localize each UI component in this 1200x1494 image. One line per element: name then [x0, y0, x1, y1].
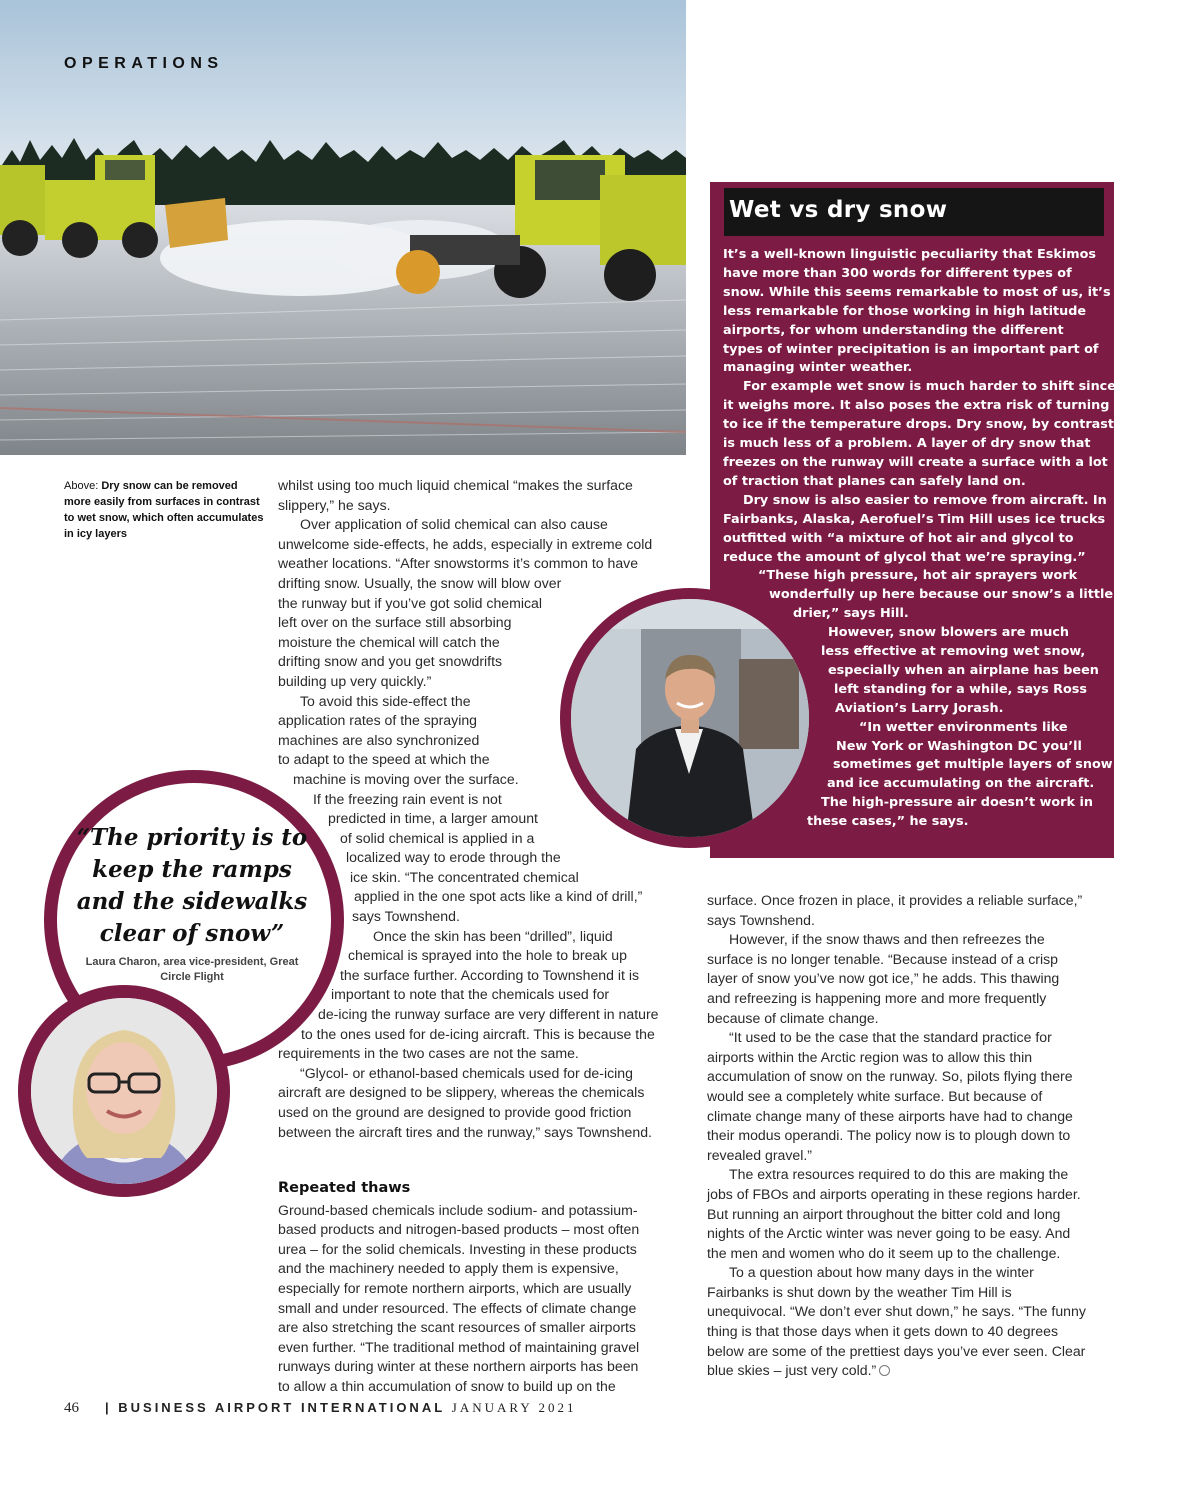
text-line: urea – for the solid chemicals. Investing in these products: [278, 1240, 637, 1257]
text-line: and refreezing is happening more and more frequently: [707, 989, 1047, 1006]
text-line: localized way to erode through the: [346, 849, 561, 866]
text-line: runways during winter at these northern airports has been: [278, 1358, 639, 1375]
text-line: outfitted with “a mixture of hot air and glycol to: [723, 530, 1074, 546]
text-line: the surface further. According to Townshend it is: [340, 966, 640, 983]
text-line: whilst using too much liquid chemical “makes the surface: [278, 477, 633, 493]
text-line: blue skies – just very cold.”: [707, 1361, 1127, 1381]
text-line: especially for remote northern airports, which are usually: [278, 1279, 632, 1296]
text-line: unwelcome side-effects, he adds, especially in extreme cold: [278, 535, 653, 552]
text-line: and ice accumulating on the aircraft.: [827, 776, 1095, 792]
text-line: says Townshend.: [707, 911, 815, 928]
column-middle: [278, 476, 698, 1142]
text-line: drifting snow. Usually, the snow will blow over: [278, 574, 562, 591]
text-line: “These high pressure, hot air sprayers work: [758, 568, 1078, 584]
text-line: have more than 300 words for different types of: [723, 265, 1072, 281]
text-line: building up very quickly.”: [278, 672, 432, 689]
text-line: But running an airport throughout the bitter cold and long: [707, 1205, 1061, 1222]
text-line: unequivocal. “We don’t ever shut down,” he says. “The funny: [707, 1303, 1086, 1320]
text-line: moisture the chemical will catch the: [278, 633, 500, 650]
text-line: revealed gravel.”: [707, 1146, 812, 1163]
text-line: It’s a well-known linguistic peculiarity that Eskimos: [723, 247, 1096, 262]
text-line: it weighs more. It also poses the extra risk of turning: [723, 398, 1110, 414]
pull-quote-text: “The priority is to keep the ramps and the sidewalks clear of snow”: [76, 824, 308, 947]
text-line: machines are also synchronized: [278, 731, 480, 748]
end-mark-icon: [879, 1365, 890, 1376]
text-line: jobs of FBOs and airports operating in these regions harder.: [707, 1185, 1081, 1202]
text-line: used on the ground are designed to provide good friction: [278, 1104, 632, 1120]
text-line: drier,” says Hill.: [793, 606, 909, 622]
subhead-repeated-thaws: Repeated thaws: [278, 1180, 411, 1196]
issue-date: JANUARY 2021: [451, 1400, 577, 1415]
publication-name: | BUSINESS AIRPORT INTERNATIONAL: [105, 1400, 446, 1415]
text-line: weather locations. “After snowstorms it’s common to have: [278, 555, 639, 572]
sidebar-title: Wet vs dry snow: [729, 197, 948, 223]
text-line: “It used to be the case that the standard practice for: [729, 1029, 1052, 1046]
text-line: snow. While this seems remarkable to most of us, it’s: [723, 284, 1111, 300]
text-line: even further. “The traditional method of maintaining gravel: [278, 1338, 640, 1355]
text-line: important to note that the chemicals used for: [331, 986, 610, 1003]
text-line: surface is no longer tenable. “Because instead of a crisp: [707, 950, 1058, 967]
text-line: based products and nitrogen-based products – most often: [278, 1221, 640, 1238]
text-line: chemical is sprayed into the hole to break up: [348, 947, 627, 964]
text-line: The high-pressure air doesn’t work in: [821, 795, 1093, 811]
text-line: left over on the surface still absorbing: [278, 614, 512, 631]
text-line: freezes on the runway will create a surface with a lot: [723, 454, 1108, 470]
text-line: these cases,” he says.: [807, 814, 969, 830]
text-line: Over application of solid chemical can also cause: [300, 516, 608, 533]
text-line: sometimes get multiple layers of snow: [833, 757, 1113, 773]
portrait-laura-charon: [18, 985, 230, 1197]
text-line: However, snow blowers are much: [828, 625, 1070, 641]
pull-quote-attribution: Laura Charon, area vice-president, Great Circle Flight: [85, 956, 299, 983]
text-line: left standing for a while, says Ross: [834, 681, 1088, 697]
text-line: To avoid this side-effect the: [300, 692, 471, 709]
text-line: types of winter precipitation is an important part of: [723, 341, 1099, 357]
lower-lines: [278, 1201, 698, 1397]
text-line: predicted in time, a larger amount: [328, 810, 538, 827]
text-line: drifting snow and you get snowdrifts: [278, 653, 503, 670]
text-line: airports within the Arctic region was to allow this thin: [707, 1048, 1033, 1065]
text-line: requirements in the two cases are not the same.: [278, 1045, 579, 1062]
text-line: their modus operandi. The policy now is to plough down to: [707, 1127, 1071, 1144]
text-line: Aviation’s Larry Jorash.: [835, 700, 1004, 716]
text-line: To a question about how many days in the winter: [729, 1264, 1034, 1281]
text-line: of traction that planes can safely land on.: [723, 473, 1026, 489]
text-line: especially when an airplane has been: [828, 662, 1099, 678]
text-line: If the freezing rain event is not: [313, 790, 502, 807]
text-line: Fairbanks, Alaska, Aerofuel’s Tim Hill uses ice trucks: [723, 511, 1106, 527]
text-line: accumulation of snow on the runway. So, pilots flying there: [707, 1068, 1073, 1085]
text-line: wonderfully up here because our snow’s a little: [769, 587, 1114, 603]
text-line: is much less of a problem. A layer of dry snow that: [723, 436, 1091, 452]
text-line: ice skin. “The concentrated chemical: [350, 868, 579, 885]
text-line: to adapt to the speed at which the: [278, 751, 490, 768]
photo-caption: [64, 478, 264, 542]
text-line: de-icing the runway surface are very different in nature: [318, 1006, 659, 1023]
text-line: Once the skin has been “drilled”, liquid: [373, 927, 613, 944]
page-number: 46: [64, 1400, 79, 1416]
text-line: “Glycol- or ethanol-based chemicals used for de-icing: [300, 1064, 633, 1081]
text-line: less effective at removing wet snow,: [821, 644, 1086, 660]
text-line: airports, for whom understanding the different: [723, 322, 1064, 338]
text-line: less remarkable for those working in high latitude: [723, 303, 1087, 319]
text-line: to ice if the temperature drops. Dry snow, by contrast,: [723, 417, 1119, 433]
column-right: [707, 891, 1127, 1381]
text-line: However, if the snow thaws and then refreezes the: [729, 931, 1045, 948]
text-line: Ground-based chemicals include sodium- and potassium-: [278, 1201, 638, 1218]
caption-prefix: Above:: [64, 480, 102, 492]
sidebar-header: [724, 188, 1104, 236]
page-footer: [64, 1400, 577, 1417]
text-line: applied in the one spot acts like a kind of drill,”: [354, 888, 643, 905]
text-line: surface. Once frozen in place, it provides a reliable surface,”: [707, 892, 1083, 908]
text-line: reduce the amount of glycol that we’re spraying.”: [723, 549, 1086, 565]
text-line: New York or Washington DC you’ll: [836, 738, 1082, 754]
text-line: to allow a thin accumulation of snow to build up on the: [278, 1377, 616, 1394]
text-line: managing winter weather.: [723, 360, 913, 376]
text-line: says Townshend.: [352, 908, 460, 925]
caption-text: Dry snow can be removed more easily from surfaces in contrast to wet snow, which often accumulates in icy layers: [64, 480, 264, 540]
text-line: the men and women who do it seem up to the challenge.: [707, 1244, 1061, 1261]
text-line: would see a completely white surface. But because of: [707, 1087, 1043, 1104]
section-label: OPERATIONS: [64, 55, 224, 72]
text-line: aircraft are designed to be slippery, whereas the chemicals: [278, 1084, 645, 1101]
column-middle-lower: [278, 1167, 698, 1397]
text-line: below are some of the prettiest days you’ve ever seen. Clear: [707, 1342, 1086, 1359]
text-line: small and under resourced. The effects of climate change: [278, 1299, 637, 1316]
text-line: “In wetter environments like: [859, 719, 1068, 735]
text-line: of solid chemical is applied in a: [340, 829, 535, 846]
text-line: between the aircraft tires and the runway,” says Townshend.: [278, 1123, 652, 1140]
text-line: Dry snow is also easier to remove from aircraft. In: [743, 492, 1107, 508]
text-line: thing is that those days when it gets down to 40 degrees: [707, 1323, 1059, 1340]
text-line: and the machinery needed to apply them is expensive,: [278, 1260, 619, 1277]
text-line: application rates of the spraying: [278, 712, 477, 729]
text-line: slippery,” he says.: [278, 496, 391, 513]
text-line: For example wet snow is much harder to shift since: [743, 379, 1116, 395]
text-line: layer of snow you’ve now got ice,” he adds. This thawing: [707, 970, 1060, 987]
text-line: Fairbanks is shut down by the weather Tim Hill is: [707, 1283, 1012, 1300]
text-line: the runway but if you’ve got solid chemical: [278, 594, 543, 611]
text-line: The extra resources required to do this are making the: [729, 1166, 1069, 1183]
text-line: climate change many of these airports have had to change: [707, 1107, 1073, 1124]
text-line: are also stretching the scant resources of smaller airports: [278, 1319, 636, 1336]
text-line: because of climate change.: [707, 1009, 879, 1026]
text-line: to the ones used for de-icing aircraft. This is because the: [301, 1025, 655, 1042]
text-line: nights of the Arctic winter was never going to be easy. And: [707, 1225, 1071, 1242]
text-line: machine is moving over the surface.: [293, 770, 519, 787]
